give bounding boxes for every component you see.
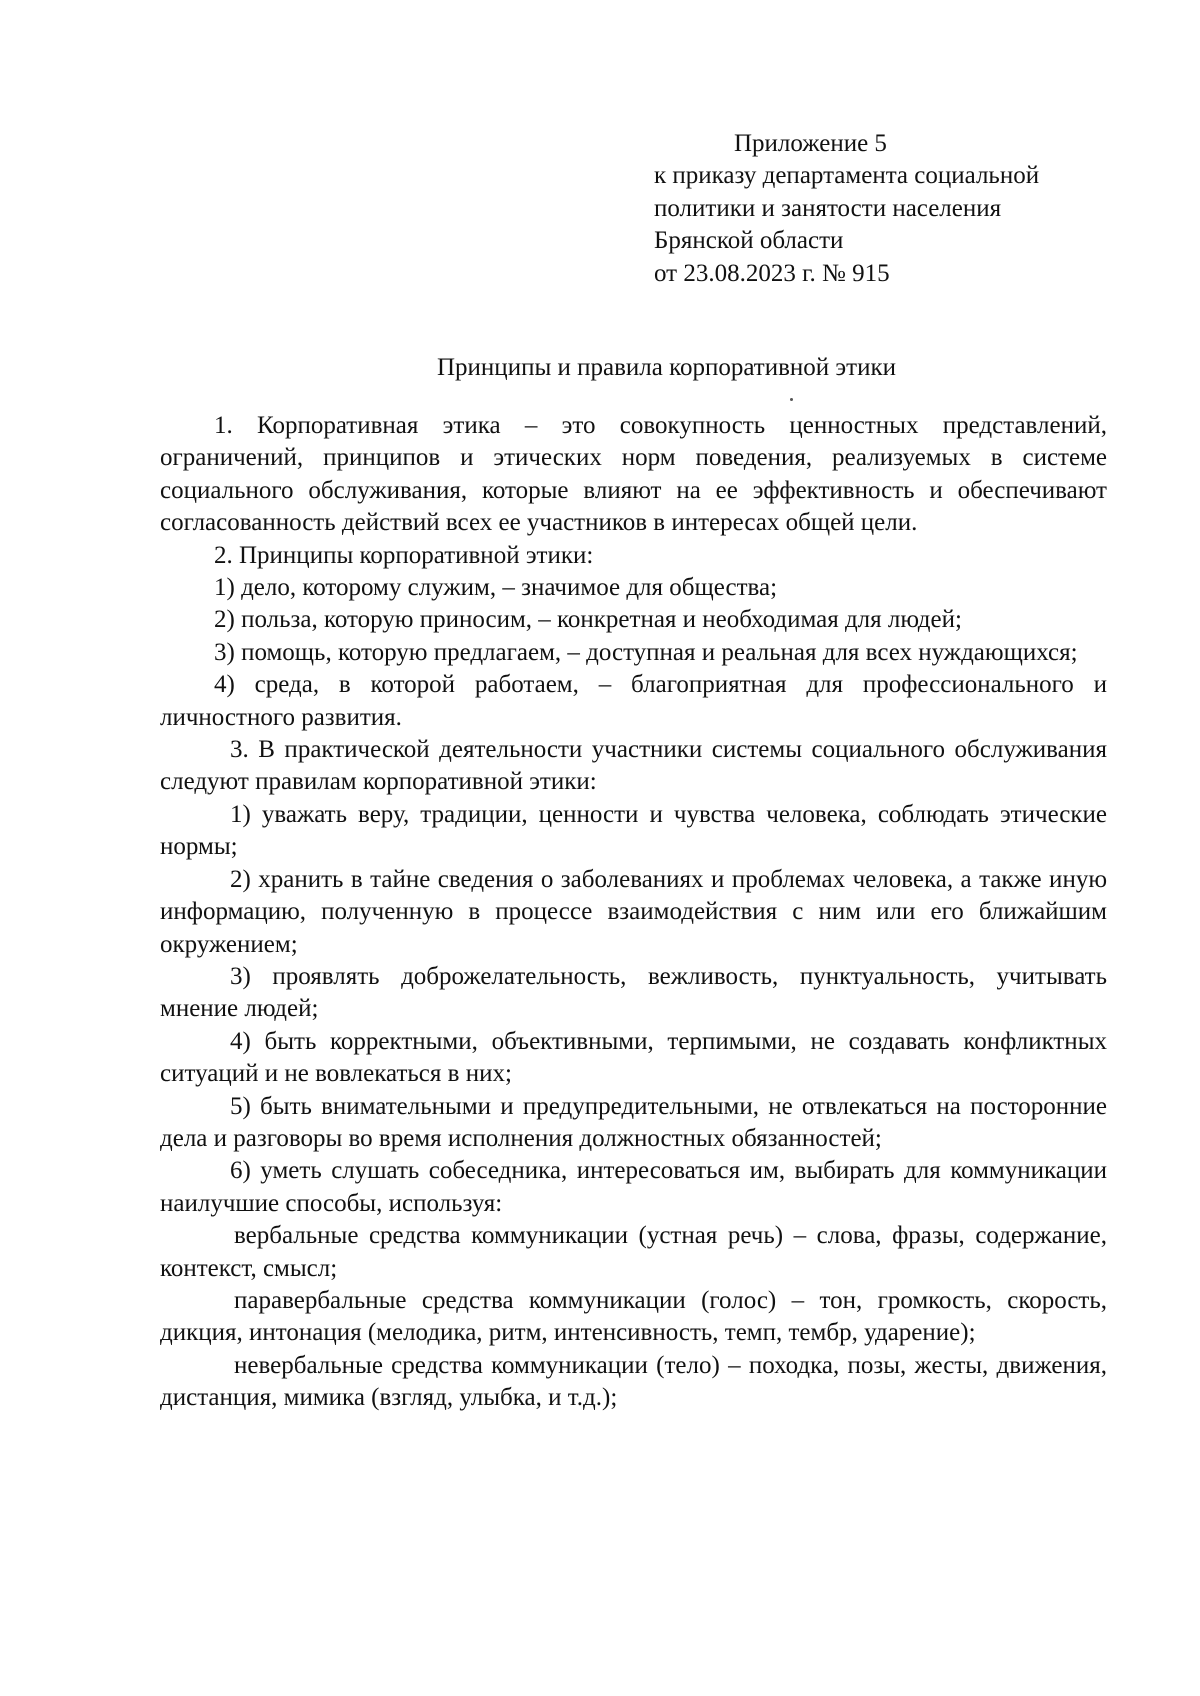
- paragraph-3-heading: 3. В практической деятельности участники системы социального обслуживания следуют правилам корпоративной этики:: [160, 736, 1107, 796]
- rule-item-5: 5) быть внимательными и предупредительными, не отвлекаться на посторонние дела и разговоры во время исполнения должностных обязанностей;: [160, 1092, 1107, 1152]
- rule-item-6: 6) уметь слушать собеседника, интересоваться им, выбирать для коммуникации наилучшие способы, используя:: [160, 1157, 1107, 1217]
- paragraph-1: 1. Корпоративная этика – это совокупность ценностных представлений, ограничений, принципов и этических норм поведения, реализуемых в системе социального обслуживания, которые влияют на ее эффективность и обеспечивают согласованность действий всех ее участников в интересах общей цели.: [160, 412, 1107, 537]
- principle-item-2: 2) польза, которую приносим, – конкретная и необходимая для людей;: [214, 606, 962, 634]
- paragraph-2-heading: 2. Принципы корпоративной этики:: [214, 541, 594, 569]
- rule-item-1: 1) уважать веру, традиции, ценности и чувства человека, соблюдать этические нормы;: [160, 800, 1107, 861]
- principle-item-4: 4) среда, в которой работаем, – благоприятная для профессионального и личностного развития.: [160, 671, 1107, 731]
- appendix-department-line: политики и занятости населения: [654, 194, 1002, 222]
- document-title-text: Принципы и правила корпоративной этики: [437, 354, 896, 381]
- rule-item-3: 3) проявлять доброжелательность, вежливость, пунктуальность, учитывать мнение людей;: [160, 962, 1107, 1023]
- rule-subitem-verbal: вербальные средства коммуникации (устная речь) – слова, фразы, содержание, контекст, смысл;: [160, 1222, 1107, 1282]
- rule-item-4: 4) быть корректными, объективными, терпимыми, не создавать конфликтных ситуаций и не вовлекаться в них;: [160, 1027, 1107, 1088]
- appendix-header: [654, 128, 1039, 290]
- appendix-number: Приложение 5: [734, 130, 887, 157]
- appendix-region-line: Брянской области: [654, 227, 844, 255]
- rule-subitem-paraverbal: паравербальные средства коммуникации (голос) – тон, громкость, скорость, дикция, интонация (мелодика, ритм, интенсивность, темп, тембр, ударение);: [160, 1286, 1107, 1347]
- document-body: [160, 410, 1107, 1415]
- rule-subitem-nonverbal: невербальные средства коммуникации (тело) – походка, позы, жесты, движения, дистанция, мимика (взгляд, улыбка, и т.д.);: [160, 1351, 1107, 1412]
- document-title: [0, 352, 1200, 384]
- appendix-date-line: от 23.08.2023 г. № 915: [654, 259, 890, 287]
- principle-item-3: 3) помощь, которую предлагаем, – доступная и реальная для всех нуждающихся;: [214, 638, 1078, 666]
- rule-item-2: 2) хранить в тайне сведения о заболеваниях и проблемах человека, а также иную информацию, полученную в процессе взаимодействия с ним или его ближайшим окружением;: [160, 865, 1107, 958]
- principle-item-1: 1) дело, которому служим, – значимое для общества;: [214, 574, 778, 602]
- appendix-order-line: к приказу департамента социальной: [654, 162, 1040, 190]
- scan-speck: [790, 398, 793, 401]
